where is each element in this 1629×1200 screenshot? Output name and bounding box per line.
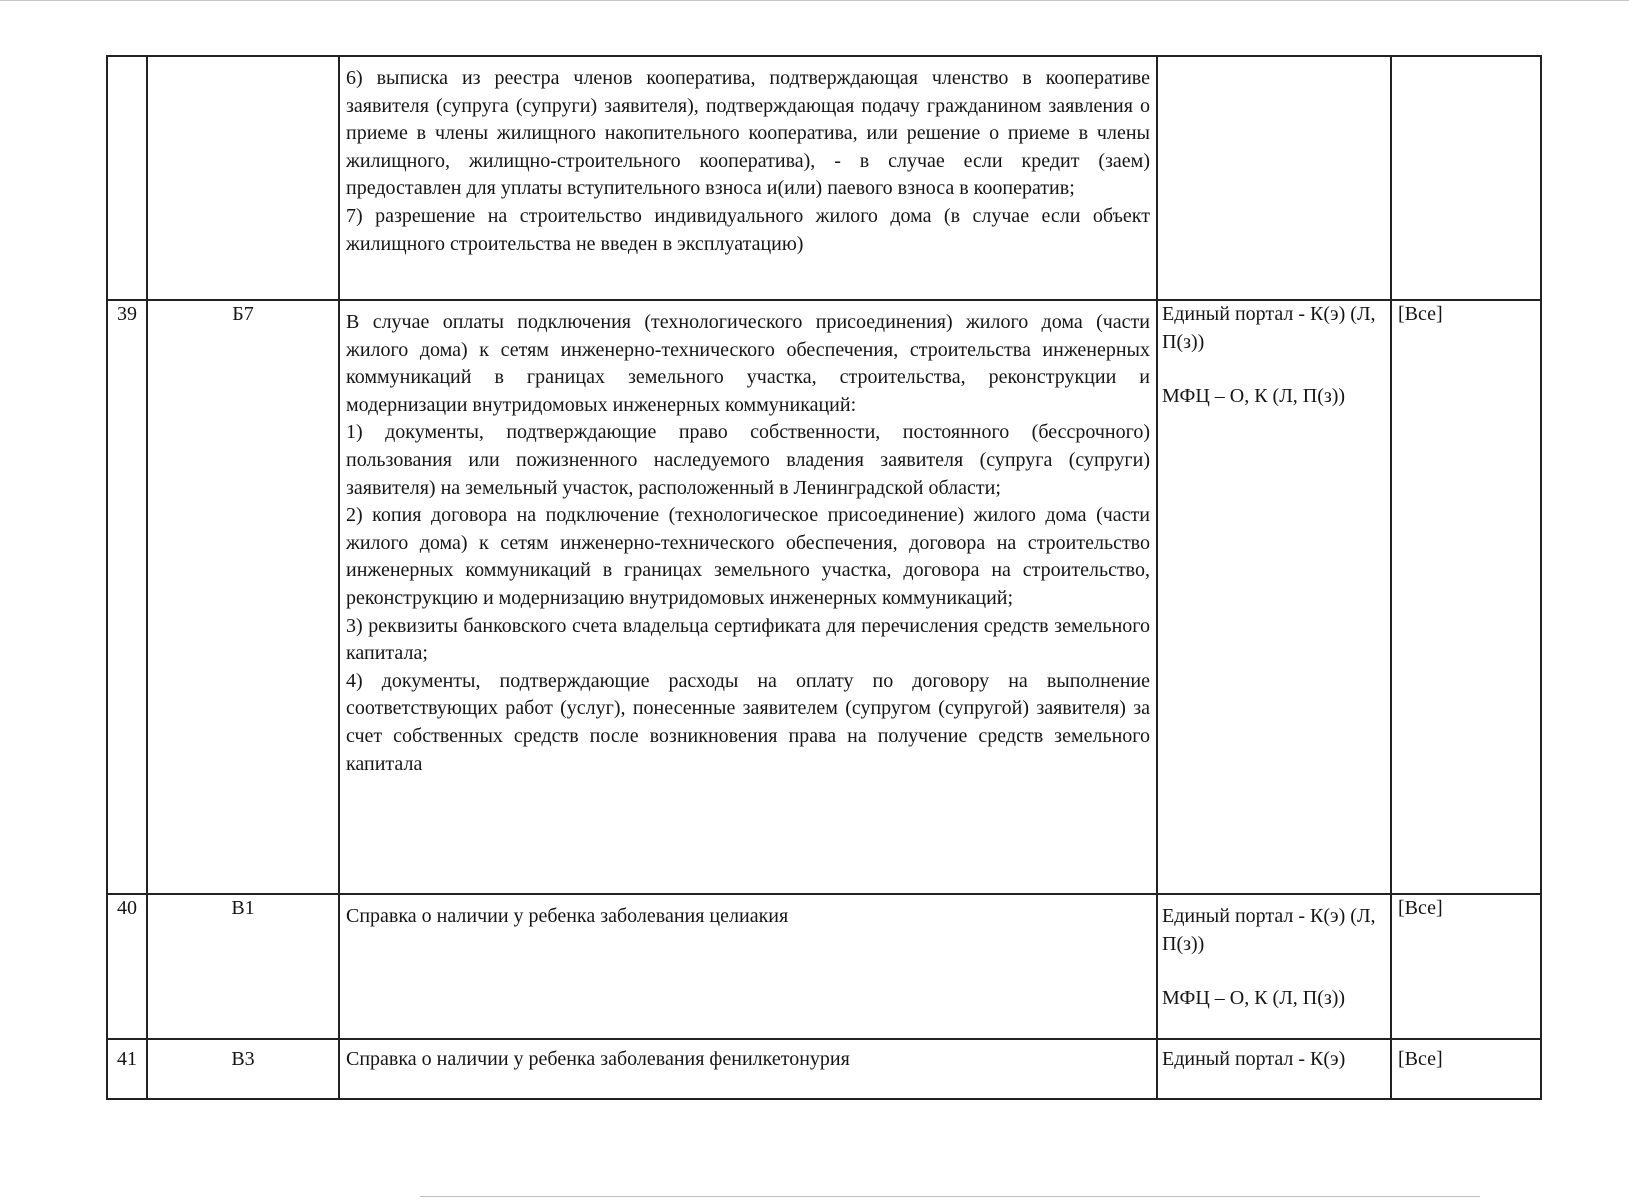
description-paragraph: Справка о наличии у ребенка заболевания фенилкетонурия — [346, 1048, 850, 1070]
description-paragraph: 2) копия договора на подключение (технологическое присоединение) жилого дома (части жилого дома) к сетям инженерно-технического обеспечения, договора на строительство инженерных коммуникаций в границах земельного участка, договора на строительство, реконструкцию и модернизацию внутридомовых инженерных коммуникаций; — [346, 504, 1150, 609]
row-description — [339, 1039, 1157, 1099]
row-description — [339, 300, 1157, 894]
description-paragraph: 6) выписка из реестра членов кооператива, подтверждающая членство в кооперативе заявителя (супруга (супруги) заявителя), подтверждающая подачу гражданином заявления о приеме в члены жилищного накопительного кооператива, или решение о приеме в члены жилищного, жилищно-строительного кооператива), - в случае если кредит (заем) предоставлен для уплаты вступительного взноса и(или) паевого взноса в кооператив; — [346, 67, 1150, 200]
row-code — [147, 56, 339, 300]
row-description — [339, 56, 1157, 300]
row-number: 40 — [107, 894, 147, 1039]
row-applicants: [Все] — [1391, 1039, 1541, 1099]
row-applicants: [Все] — [1391, 894, 1541, 1039]
description-paragraph: 4) документы, подтверждающие расходы на оплату по договору на выполнение соответствующих работ (услуг), понесенные заявителем (супругом (супругой) заявителя) за счет собственных средств после возникновения права на получение средств земельного капитала — [346, 669, 1150, 775]
row-number: 41 — [107, 1039, 147, 1099]
channel-portal: Единый портал - К(э) (Л, П(з)) — [1162, 303, 1376, 353]
row-channels — [1157, 894, 1391, 1039]
description-paragraph: В случае оплаты подключения (технологического присоединения) жилого дома (части жилого дома) к сетям инженерно-технического обеспечения, строительства инженерных коммуникаций в границах земельного участка, строительства, реконструкции и модернизации внутридомовых инженерных коммуникаций: — [346, 311, 1150, 416]
channel-portal: Единый портал - К(э) (Л, П(з)) — [1162, 905, 1376, 955]
channel-portal: Единый портал - К(э) — [1162, 1048, 1346, 1070]
description-paragraph: Справка о наличии у ребенка заболевания целиакия — [346, 905, 789, 927]
description-paragraph: 1) документы, подтверждающие право собственности, постоянного (бессрочного) пользования или пожизненного наследуемого владения заявителя (супруга (супруги) заявителя) на земельный участок, расположенный в Ленинградской области; — [346, 421, 1150, 499]
scan-edge-bottom — [420, 1196, 1480, 1197]
table-row — [107, 1039, 1541, 1099]
row-code: В1 — [147, 894, 339, 1039]
row-code: В3 — [147, 1039, 339, 1099]
description-paragraph: 3) реквизиты банковского счета владельца сертификата для перечисления средств земельного капитала; — [346, 614, 1150, 665]
document-table — [106, 55, 1542, 1100]
row-code: Б7 — [147, 300, 339, 894]
row-channels — [1157, 1039, 1391, 1099]
table-row — [107, 56, 1541, 300]
table-row — [107, 894, 1541, 1039]
row-channels — [1157, 300, 1391, 894]
row-applicants — [1391, 56, 1541, 300]
description-paragraph: 7) разрешение на строительство индивидуального жилого дома (в случае если объект жилищного строительства не введен в эксплуатацию) — [346, 204, 1150, 255]
channel-mfc: МФЦ – О, К (Л, П(з)) — [1162, 987, 1346, 1010]
channel-mfc: МФЦ – О, К (Л, П(з)) — [1162, 385, 1346, 408]
row-number — [107, 56, 147, 300]
row-number: 39 — [107, 300, 147, 894]
table-row — [107, 300, 1541, 894]
row-applicants: [Все] — [1391, 300, 1541, 894]
row-channels — [1157, 56, 1391, 300]
scan-edge-top — [0, 0, 1629, 1]
row-description — [339, 894, 1157, 1039]
